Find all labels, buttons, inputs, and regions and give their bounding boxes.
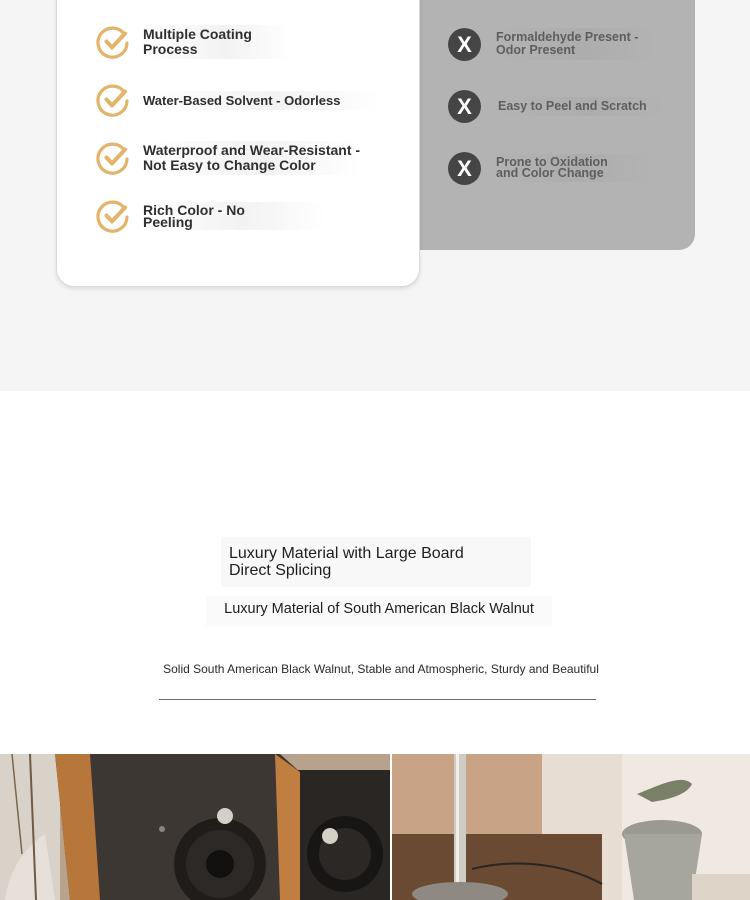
section-description: Solid South American Black Walnut, Stable and Atmospheric, Sturdy and Beautiful [163, 662, 599, 676]
disadvantage-label: Prone to Oxidation and Color Change [496, 154, 653, 182]
disadvantage-label: Easy to Peel and Scratch [498, 97, 665, 116]
disadvantage-label: Formaldehyde Present - Odor Present [496, 28, 656, 60]
advantage-label: Waterproof and Wear-Resistant - Not Easy to Change Color [143, 142, 361, 173]
check-circle-icon [96, 199, 130, 233]
x-mark-icon: X [448, 152, 481, 185]
disadvantage-item-peel [448, 89, 665, 123]
advantage-item-waterproof [96, 140, 360, 176]
disadvantage-item-oxidation [448, 151, 653, 185]
advantage-item-coating [96, 24, 292, 60]
advantage-label: Multiple Coating Process [143, 25, 292, 59]
section-title: Luxury Material with Large Board Direct Splicing [221, 537, 531, 587]
lamp-photo [392, 754, 750, 900]
section-subtitle: Luxury Material of South American Black Walnut [206, 596, 552, 626]
divider [159, 699, 596, 700]
x-mark-icon: X [448, 90, 481, 123]
check-circle-icon [96, 83, 130, 117]
disadvantage-item-formaldehyde [448, 27, 656, 61]
advantage-item-solvent [96, 82, 380, 118]
check-circle-icon [96, 25, 130, 59]
check-circle-icon [96, 141, 130, 175]
x-mark-icon: X [448, 28, 481, 61]
advantage-item-color [96, 198, 325, 234]
advantage-label: Rich Color - No Peeling [143, 202, 325, 230]
speaker-photo [0, 754, 390, 900]
advantage-label: Water-Based Solvent - Odorless [143, 91, 380, 110]
